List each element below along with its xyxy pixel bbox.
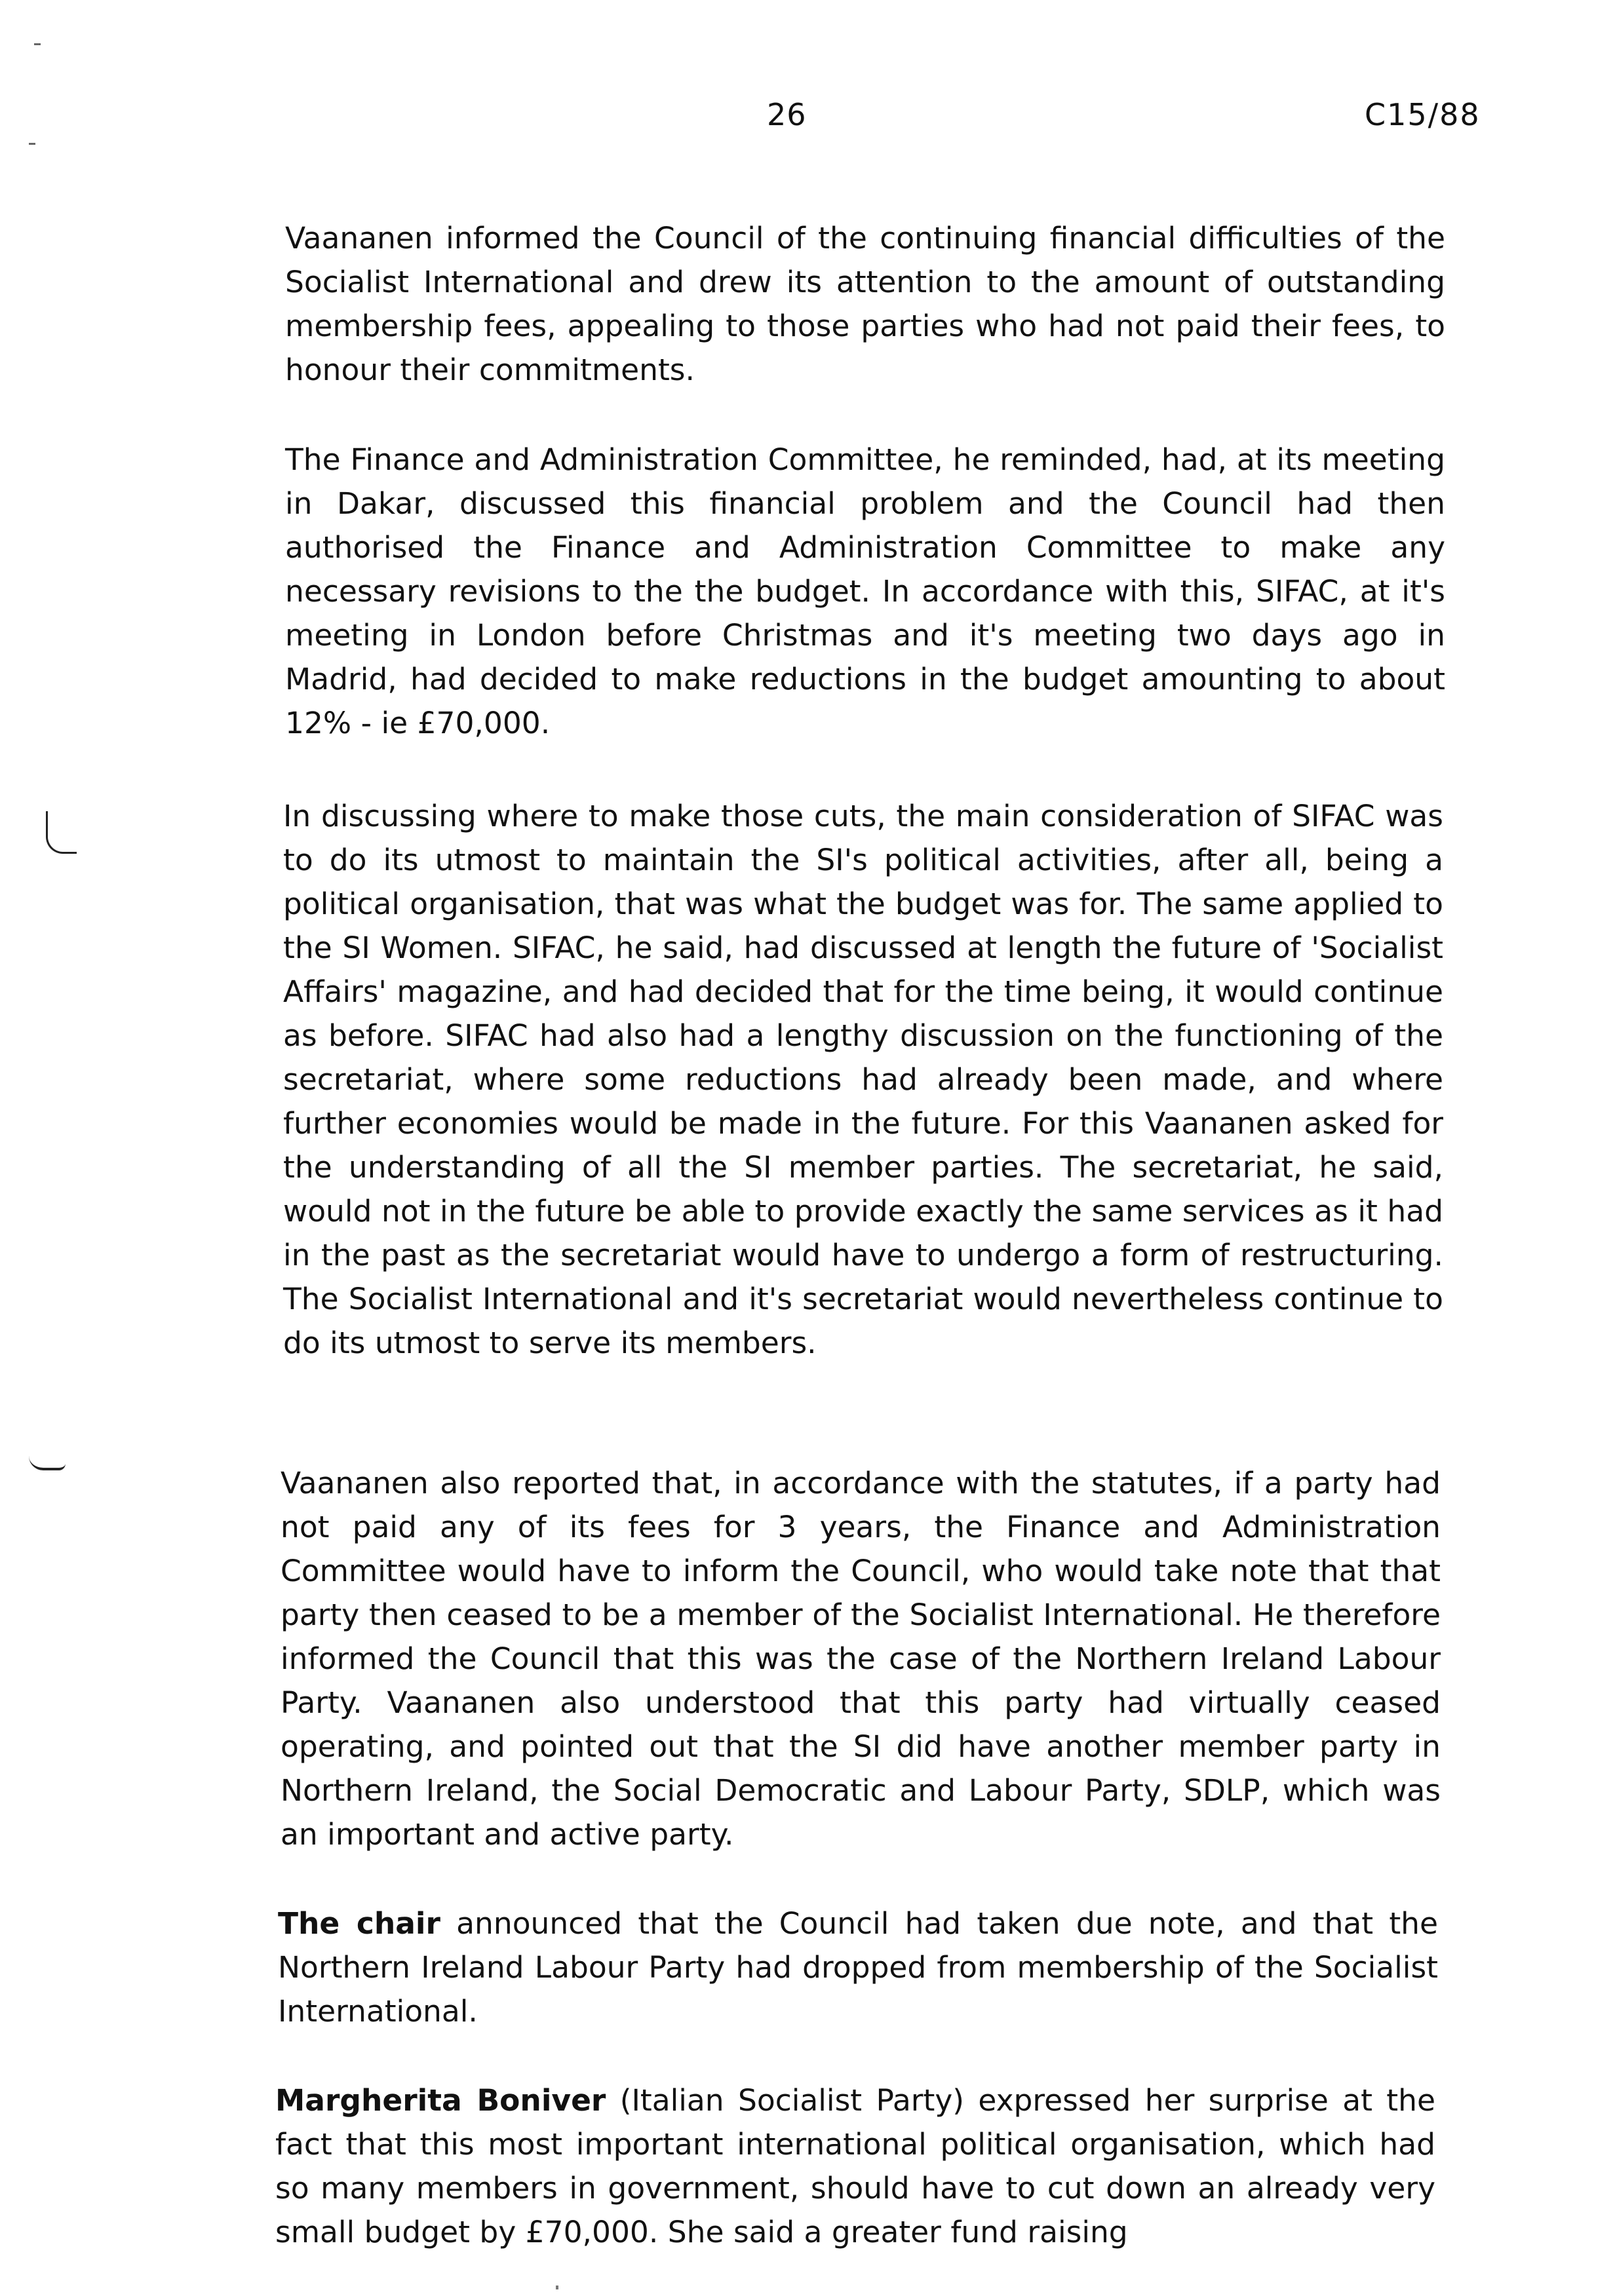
paragraph-northern-ireland-labour-party: Vaananen also reported that, in accordance with the statutes, if a party had not paid any of its fees for 3 years, the Finance and Administration Committee would have to inform the Council, who would take note that that party then ceased to be a member of the Socialist International. He therefore informed the Council that this was the case of the Northern Ireland Labour Party. Vaananen also understood that this party had virtually ceased operating, and pointed out that the SI did have another member party in Northern Ireland, the Social Democratic and Labour Party, SDLP, which was an important and active party.: [281, 1466, 1441, 1852]
scan-mark: [29, 143, 35, 145]
speaker-name: Margherita Boniver: [275, 2083, 606, 2118]
paragraph-budget-reductions: The Finance and Administration Committee, he reminded, had, at its meeting in Dakar, discussed this financial problem and the Council had then authorised the Finance and Administration Committee to make any necessary revisions to the the budget. In accordance with this, SIFAC, at it's meeting in London before Christmas and it's meeting two days ago in Madrid, had decided to make reductions in the budget amounting to about 12% - ie £70,000.: [285, 442, 1445, 740]
paragraph-financial-difficulties: Vaananen informed the Council of the continuing financial difficulties of the Socialist International and drew its attention to the amount of outstanding membership fees, appealing to those parties who had not paid their fees, to honour their commitments.: [285, 221, 1445, 387]
paragraph-boniver-statement: [275, 2078, 1435, 2254]
paragraph-text: (Italian Socialist Party) expressed her surprise at the fact that this most important international political organisation, which had so many members in government, should have to cut down an already very small budget by £70,000. She said a greater fund raising: [275, 2083, 1435, 2249]
paragraph-chair-announcement: [278, 1902, 1438, 2033]
scan-mark: [556, 2286, 558, 2289]
paragraph-sifac-cuts: In discussing where to make those cuts, the main consideration of SIFAC was to do its utmost to maintain the SI's political activities, after all, being a political organisation, that was what the budget was for. The same applied to the SI Women. SIFAC, he said, had discussed at length the future of 'Socialist Affairs' magazine, and had decided that for the time being, it would continue as before. SIFAC had also had a lengthy discussion on the functioning of the secretariat, where some reductions had already been made, and where further economies would be made in the future. For this Vaananen asked for the understanding of all the SI member parties. The secretariat, he said, would not in the future be able to provide exactly the same services as it had in the past as the secretariat would have to undergo a form of restructuring. The Socialist International and it's secretariat would nevertheless continue to do its utmost to serve its members.: [283, 799, 1443, 1360]
document-reference: C15/88: [1365, 97, 1481, 132]
paragraph-text: announced that the Council had taken due note, and that the Northern Ireland Labour Party had dropped from membership of the Socialist International.: [278, 1906, 1438, 2029]
scan-mark: [34, 43, 41, 45]
page-number: 26: [767, 97, 807, 132]
margin-bracket-mark: [29, 1456, 66, 1470]
margin-bracket-mark: [46, 811, 77, 854]
speaker-name: The chair: [278, 1906, 440, 1941]
